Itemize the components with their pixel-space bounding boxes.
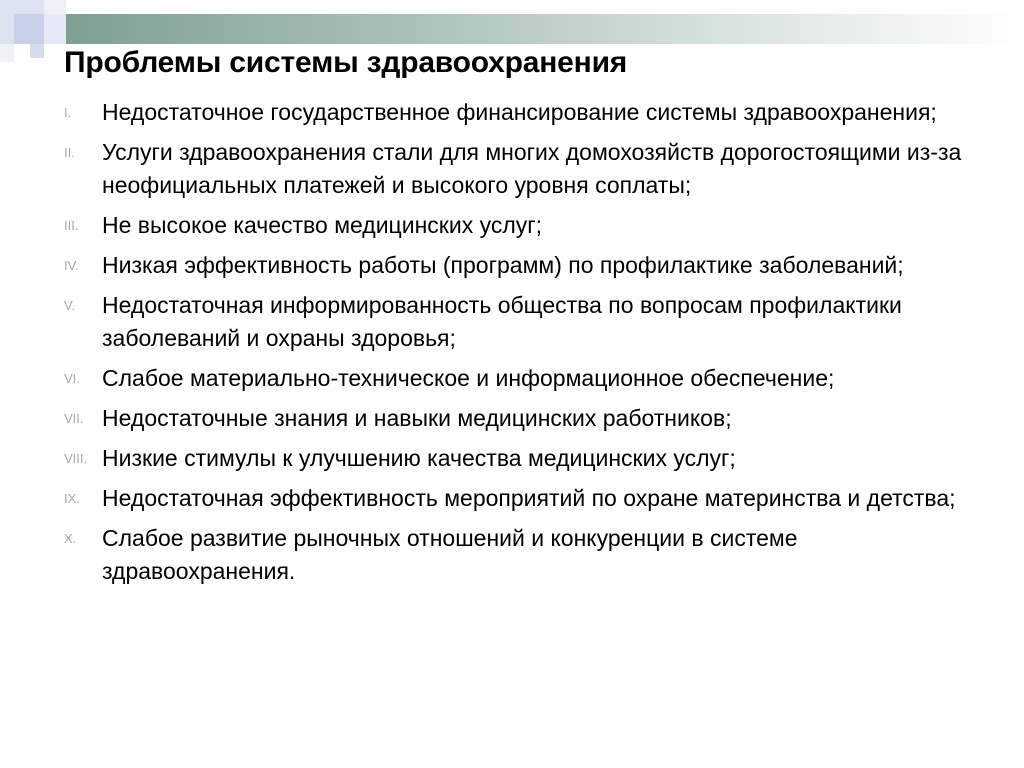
list-item	[64, 96, 964, 129]
corner-decoration-square	[14, 14, 44, 44]
list-item-number: VIII.	[64, 451, 88, 466]
list-item	[64, 209, 964, 242]
list-item	[64, 442, 964, 475]
problem-list	[64, 96, 964, 595]
list-item	[64, 249, 964, 282]
list-item	[64, 402, 964, 435]
corner-decoration-square	[30, 44, 44, 58]
list-item	[64, 522, 964, 588]
list-item-number: IX.	[64, 491, 80, 506]
list-item-number: II.	[64, 145, 75, 160]
list-item-number: VII.	[64, 411, 84, 426]
list-item-number: IV.	[64, 258, 79, 273]
list-item	[64, 289, 964, 355]
list-item	[64, 482, 964, 515]
list-item-number: X.	[64, 531, 77, 546]
list-item-text: Недостаточное государственное финансирование системы здравоохранения;	[102, 99, 937, 125]
corner-decoration-square	[44, 14, 66, 44]
slide-title: Проблемы системы здравоохранения	[64, 46, 628, 79]
list-item-number: VI.	[64, 371, 80, 386]
list-item-text: Не высокое качество медицинских услуг;	[102, 212, 543, 238]
corner-decoration-square	[0, 44, 14, 62]
list-item-number: I.	[64, 105, 72, 120]
list-item-number: V.	[64, 298, 76, 313]
list-item-text: Слабое материально-техническое и информационное обеспечение;	[102, 365, 835, 391]
list-item	[64, 362, 964, 395]
list-item-text: Недостаточная информированность общества по вопросам профилактики заболеваний и охраны здоровья;	[102, 292, 902, 351]
list-item-text: Услуги здравоохранения стали для многих домохозяйств дорогостоящими из-за неофициальных платежей и высокого уровня соплаты;	[102, 139, 962, 198]
list-item-text: Недостаточные знания и навыки медицинских работников;	[102, 405, 732, 431]
list-item-text: Низкая эффективность работы (программ) по профилактике заболеваний;	[102, 252, 904, 278]
list-item-text: Низкие стимулы к улучшению качества медицинских услуг;	[102, 445, 736, 471]
list-item-text: Слабое развитие рыночных отношений и конкуренции в системе здравоохранения.	[102, 525, 798, 584]
list-item	[64, 136, 964, 202]
header-decoration-bar	[66, 14, 1024, 44]
list-item-text: Недостаточная эффективность мероприятий по охране материнства и детства;	[102, 485, 956, 511]
list-item-number: III.	[64, 218, 79, 233]
corner-decoration-square	[44, 0, 66, 14]
